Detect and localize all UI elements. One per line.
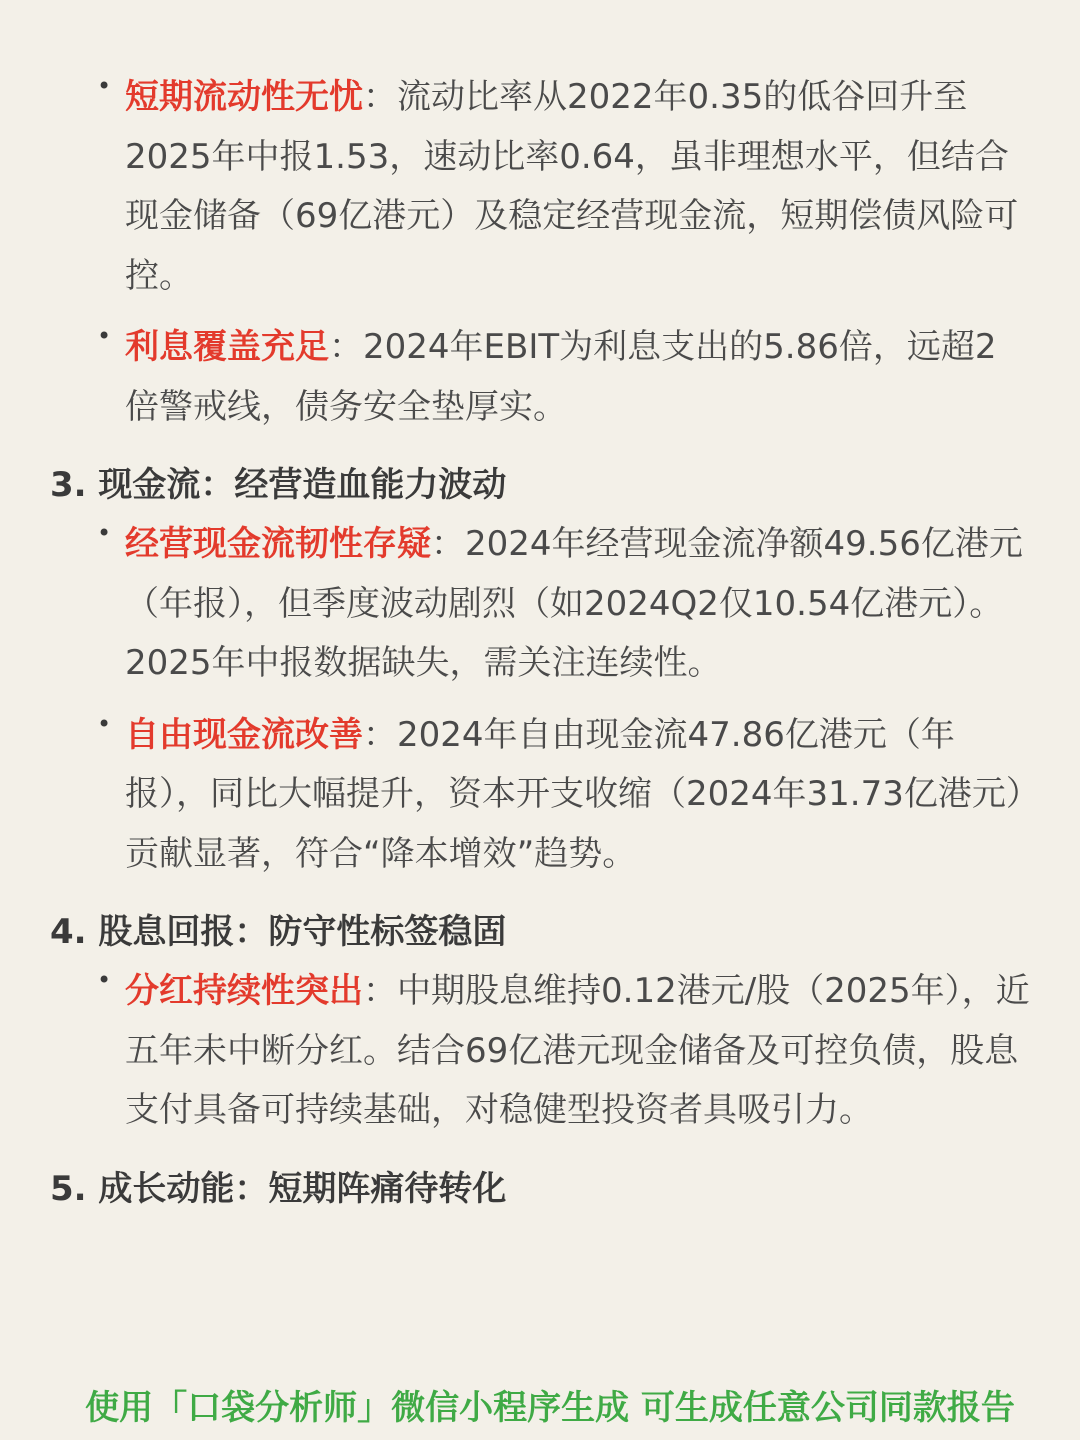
section-heading-growth: 5. 成长动能：短期阵痛待转化 <box>50 1168 507 1209</box>
bullet-icon: • <box>97 519 112 547</box>
item-label: 自由现金流改善 <box>125 714 363 755</box>
item-text: ：2024年自由现金流47.86亿港元（年报），同比大幅提升，资本开支收缩（2024年31.73亿港元）贡献显著，符合“降本增效”趋势。 <box>125 714 1023 874</box>
item-label: 分红持续性突出 <box>125 971 363 1011</box>
item-label: 经营现金流韧性存疑 <box>125 524 431 564</box>
item-label: 利息覆盖充足 <box>125 327 329 367</box>
list-item-interest-coverage <box>50 318 1030 437</box>
bullet-icon: • <box>97 966 112 994</box>
section-heading-dividend: 4. 股息回报：防守性标签稳固 <box>50 912 507 952</box>
report-content <box>50 68 1030 1219</box>
footer-promo-text: 使用「口袋分析师」微信小程序生成 可生成任意公司同款报告 <box>85 1388 1015 1428</box>
section-heading-cash-flow: 3. 现金流：经营造血能力波动 <box>50 465 507 505</box>
item-text: ：2024年EBIT为利息支出的5.86倍，远超2倍警戒线，债务安全垫厚实。 <box>125 327 997 427</box>
list-item-short-term-liquidity <box>50 68 1030 306</box>
bullet-icon: • <box>97 709 112 738</box>
list-item-operating-cash-flow <box>50 515 1030 694</box>
bullet-icon: • <box>97 72 112 100</box>
list-item-free-cash-flow <box>50 706 1030 885</box>
item-text: ：中期股息维持0.12港元/股（2025年），近五年未中断分红。结合69亿港元现金储备及可控负债，股息支付具备可持续基础，对稳健型投资者具吸引力。 <box>125 971 1030 1130</box>
bullet-icon: • <box>97 322 112 350</box>
item-text: ：2024年经营现金流净额49.56亿港元（年报），但季度波动剧烈（如2024Q2仅10.54亿港元）。2025年中报数据缺失，需关注连续性。 <box>125 524 1023 683</box>
list-item-dividend-sustainability <box>50 962 1030 1141</box>
item-text: ：流动比率从2022年0.35的低谷回升至2025年中报1.53，速动比率0.64，虽非理想水平，但结合现金储备（69亿港元）及稳定经营现金流，短期偿债风险可控。 <box>125 77 1019 296</box>
item-label: 短期流动性无忧 <box>125 77 363 117</box>
